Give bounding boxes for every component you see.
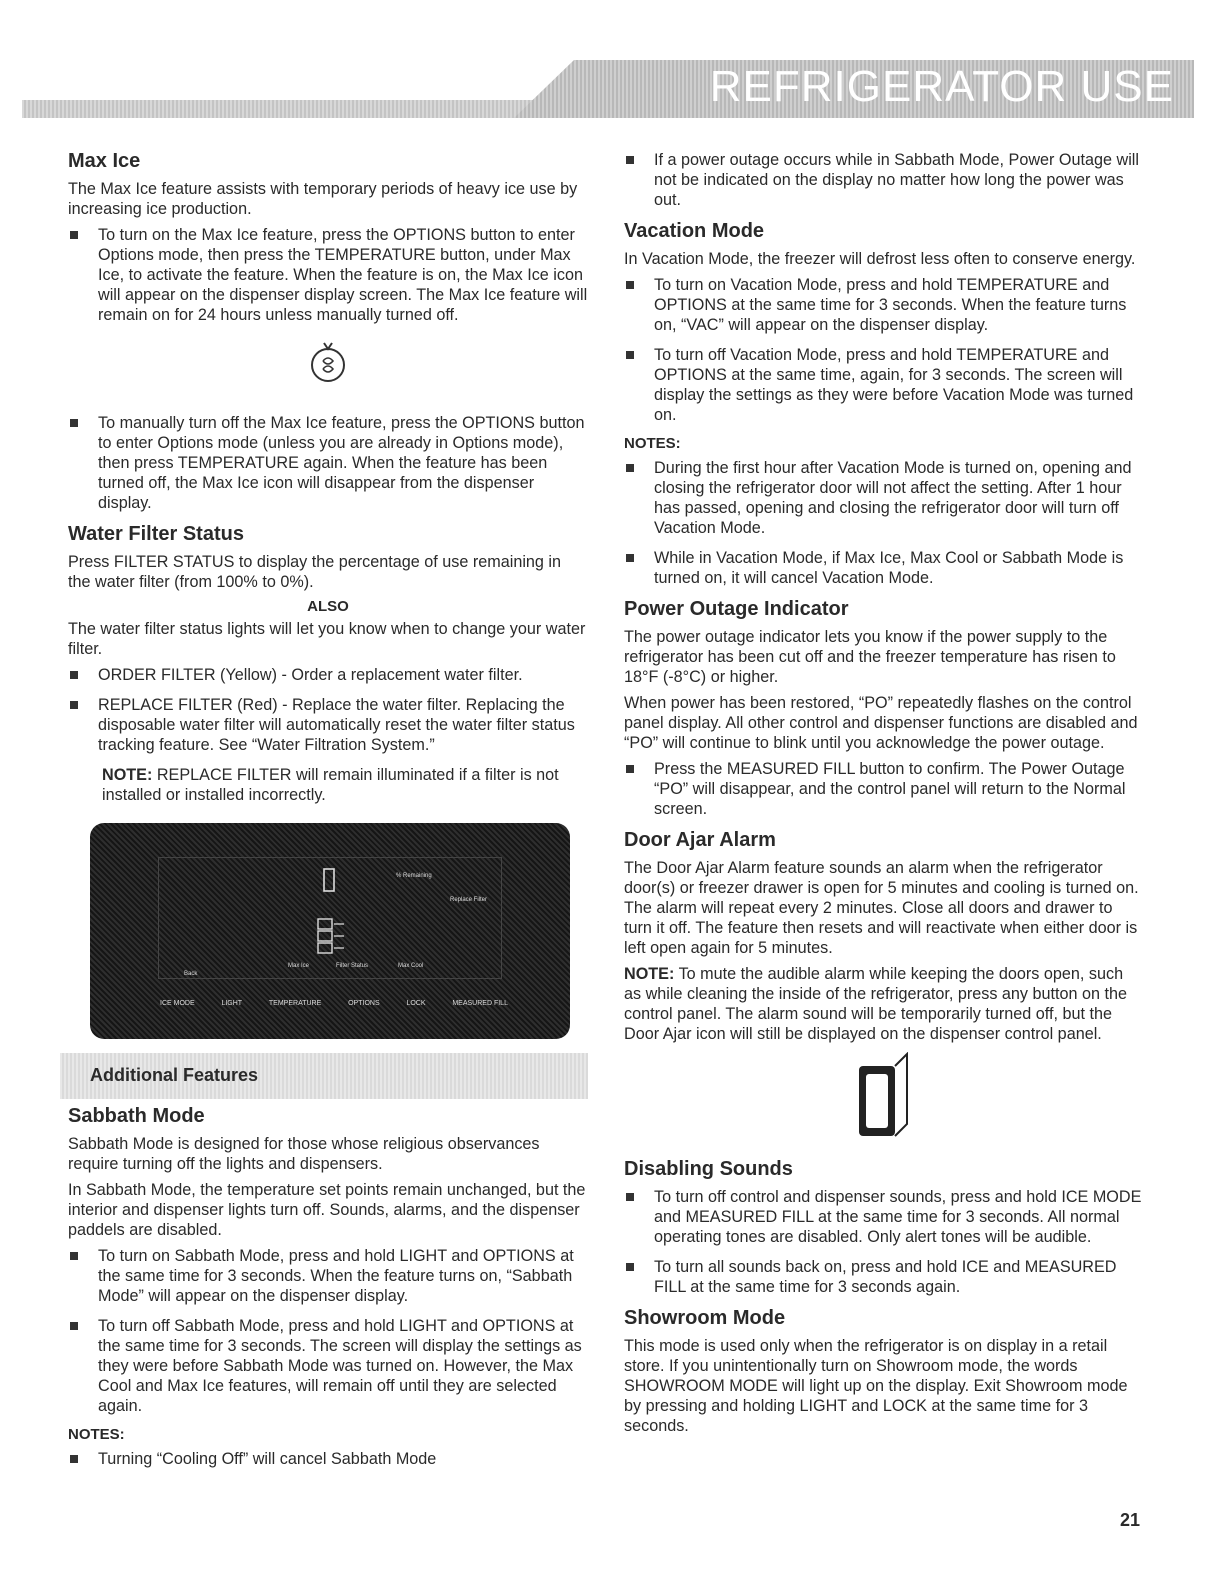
- max-ice-intro: The Max Ice feature assists with temporary periods of heavy ice use by increasing ice production.: [68, 180, 578, 218]
- filter-status-panel-label: Filter Status: [336, 963, 369, 969]
- control-panel-illustration: [90, 823, 570, 1039]
- max-ice-icon-wrap: [68, 335, 588, 395]
- page-number: 21: [1120, 1510, 1141, 1530]
- max-ice-panel-label: Max Ice: [288, 963, 310, 969]
- digit-display: [322, 867, 338, 895]
- page-banner: [22, 60, 1194, 118]
- panel-button-bar: [160, 991, 508, 1015]
- lock-button[interactable]: LOCK: [406, 999, 426, 1007]
- door-heading: Door Ajar Alarm: [624, 829, 776, 851]
- power-p2: When power has been restored, “PO” repeatedly flashes on the control panel display. All other control and dispenser functions are disabled and “PO” will continue to blink until you acknowledge the power outage.: [624, 694, 1138, 752]
- list-item: Press the MEASURED FILL button to confirm. The Power Outage “PO” will disappear, and the control panel will return to the Normal screen.: [624, 759, 1144, 819]
- options-button[interactable]: OPTIONS: [348, 999, 380, 1007]
- sabbath-list: [68, 1246, 588, 1416]
- list-item: ORDER FILTER (Yellow) - Order a replacement water filter.: [68, 665, 588, 685]
- list-item: To turn on Vacation Mode, press and hold TEMPERATURE and OPTIONS at the same time for 3 seconds. When the feature turns on, “VAC” will appear on the dispenser display.: [624, 275, 1144, 335]
- power-sabbath-list: [624, 150, 1144, 210]
- max-ice-icon: [306, 335, 350, 391]
- vacation-list: [624, 275, 1144, 425]
- list-item: While in Vacation Mode, if Max Ice, Max Cool or Sabbath Mode is turned on, it will cancel Vacation Mode.: [624, 548, 1144, 588]
- right-column: [624, 150, 1144, 1442]
- power-list: [624, 759, 1144, 819]
- sabbath-p1: Sabbath Mode is designed for those whose religious observances require turning off the lights and dispensers.: [68, 1135, 540, 1173]
- list-item: To turn off Sabbath Mode, press and hold LIGHT and OPTIONS at the same time for 3 seconds. The screen will display the settings as they were before Sabbath Mode was turned on. However, the Max Cool and Max Ice features, will remain off until they are selected again.: [68, 1316, 588, 1416]
- list-item: To turn all sounds back on, press and hold ICE and MEASURED FILL at the same time for 3 seconds again.: [624, 1257, 1144, 1297]
- list-item: REPLACE FILTER (Red) - Replace the water filter. Replacing the disposable water filter will automatically reset the water filter status tracking feature. See “Water Filtration System.”: [68, 695, 588, 755]
- light-button[interactable]: LIGHT: [221, 999, 243, 1007]
- list-item: To turn on Sabbath Mode, press and hold LIGHT and OPTIONS at the same time for 3 seconds. When the feature turns on, “Sabbath Mode” will appear on the dispenser display.: [68, 1246, 588, 1306]
- note-label: NOTE:: [624, 965, 675, 983]
- list-item: To turn off Vacation Mode, press and hold TEMPERATURE and OPTIONS at the same time, again, for 3 seconds. The screen will display the settings as they were before Vacation Mode was turned on.: [624, 345, 1144, 425]
- water-filter-heading: Water Filter Status: [68, 523, 244, 545]
- measured-fill-button[interactable]: MEASURED FILL: [452, 999, 508, 1007]
- list-item: To turn off control and dispenser sounds, press and hold ICE MODE and MEASURED FILL at the same time for 3 seconds. All normal operating tones are disabled. Only alert tones will be audible.: [624, 1187, 1144, 1247]
- remaining-label: % Remaining: [396, 873, 432, 879]
- back-label: Back: [184, 971, 198, 977]
- water-filter-intro: Press FILTER STATUS to display the percentage of use remaining in the water filter (from 100% to 0%).: [68, 553, 562, 591]
- door-p1: The Door Ajar Alarm feature sounds an alarm when the refrigerator door(s) or freezer drawer is open for 5 minutes and cooling is turned on. The alarm will repeat every 2 minutes. Close all doors and drawer to turn it off. The feature then resets and will reactivate when either door is left open again for 5 minutes.: [624, 859, 1139, 957]
- max-ice-list: [68, 225, 588, 325]
- list-item: If a power outage occurs while in Sabbath Mode, Power Outage will not be indicated on the display no matter how long the power was out.: [624, 150, 1144, 210]
- showroom-heading: Showroom Mode: [624, 1307, 786, 1329]
- sabbath-notes-list: [68, 1449, 588, 1469]
- door-ajar-icon-wrap: [624, 1052, 1144, 1152]
- filter-icon: [316, 917, 346, 957]
- max-cool-panel-label: Max Cool: [398, 963, 424, 969]
- list-item: To manually turn off the Max Ice feature, press the OPTIONS button to enter Options mode (unless you are already in Options mode), then press TEMPERATURE again. When the feature has been turned off, the Max Ice icon will disappear from the dispenser display.: [68, 413, 588, 513]
- list-item: Turning “Cooling Off” will cancel Sabbath Mode: [68, 1449, 588, 1469]
- max-ice-heading: Max Ice: [68, 150, 141, 172]
- power-heading: Power Outage Indicator: [624, 598, 849, 620]
- power-p1: The power outage indicator lets you know if the power supply to the refrigerator has been cut off and the freezer temperature has risen to 18°F (-8°C) or higher.: [624, 628, 1116, 686]
- list-item: During the first hour after Vacation Mode is turned on, opening and closing the refrigerator door will not affect the setting. After 1 hour has passed, opening and closing the refrigerator door will turn off Vacation Mode.: [624, 458, 1144, 538]
- replace-filter-label: Replace Filter: [450, 897, 488, 903]
- door-note: [624, 964, 1144, 1044]
- note-label: NOTE:: [102, 766, 153, 784]
- sabbath-p2: In Sabbath Mode, the temperature set points remain unchanged, but the interior and dispenser lights turn off. Sounds, alarms, and the dispenser paddels are disabled.: [68, 1181, 586, 1239]
- additional-features-bar: [60, 1053, 588, 1099]
- left-column: [68, 150, 588, 1479]
- water-filter-list: [68, 665, 588, 755]
- sounds-list: [624, 1187, 1144, 1297]
- vacation-intro: In Vacation Mode, the freezer will defrost less often to conserve energy.: [624, 250, 1136, 268]
- ice-mode-button[interactable]: ICE MODE: [160, 999, 195, 1007]
- showroom-p1: This mode is used only when the refrigerator is on display in a retail store. If you unintentionally turn on Showroom mode, the words SHOWROOM MODE will light up on the display. Exit Showroom mode by pressing and holding LIGHT and LOCK at the same time for 3 seconds.: [624, 1337, 1128, 1435]
- water-filter-lights: The water filter status lights will let you know when to change your water filter.: [68, 620, 586, 658]
- vacation-heading: Vacation Mode: [624, 220, 765, 242]
- sounds-heading: Disabling Sounds: [624, 1158, 793, 1180]
- max-ice-list-2: [68, 413, 588, 513]
- note-text: REPLACE FILTER will remain illuminated if a filter is not installed or installed incorrectly.: [102, 766, 559, 804]
- list-item: To turn on the Max Ice feature, press the OPTIONS button to enter Options mode, then press the TEMPERATURE button, under Max Ice, to activate the feature. When the feature is on, the Max Ice icon will appear on the dispenser display screen. The Max Ice feature will remain on for 24 hours unless manually turned off.: [68, 225, 588, 325]
- also-label: ALSO: [307, 598, 349, 615]
- water-filter-note: [68, 765, 588, 805]
- additional-features-heading: Additional Features: [90, 1065, 259, 1085]
- vacation-notes-list: [624, 458, 1144, 588]
- sabbath-notes-label: NOTES:: [68, 1426, 125, 1443]
- sabbath-heading: Sabbath Mode: [68, 1105, 205, 1127]
- note-text: To mute the audible alarm while keeping the doors open, such as while cleaning the inside of the refrigerator, press any button on the control panel. The alarm sound will be temporarily turned off, but the Door Ajar icon will still be displayed on the dispenser control panel.: [624, 965, 1128, 1043]
- temperature-button[interactable]: TEMPERATURE: [268, 999, 322, 1007]
- vacation-notes-label: NOTES:: [624, 435, 681, 452]
- door-ajar-icon: [849, 1052, 919, 1148]
- banner-title: REFRIGERATOR USE: [709, 62, 1174, 111]
